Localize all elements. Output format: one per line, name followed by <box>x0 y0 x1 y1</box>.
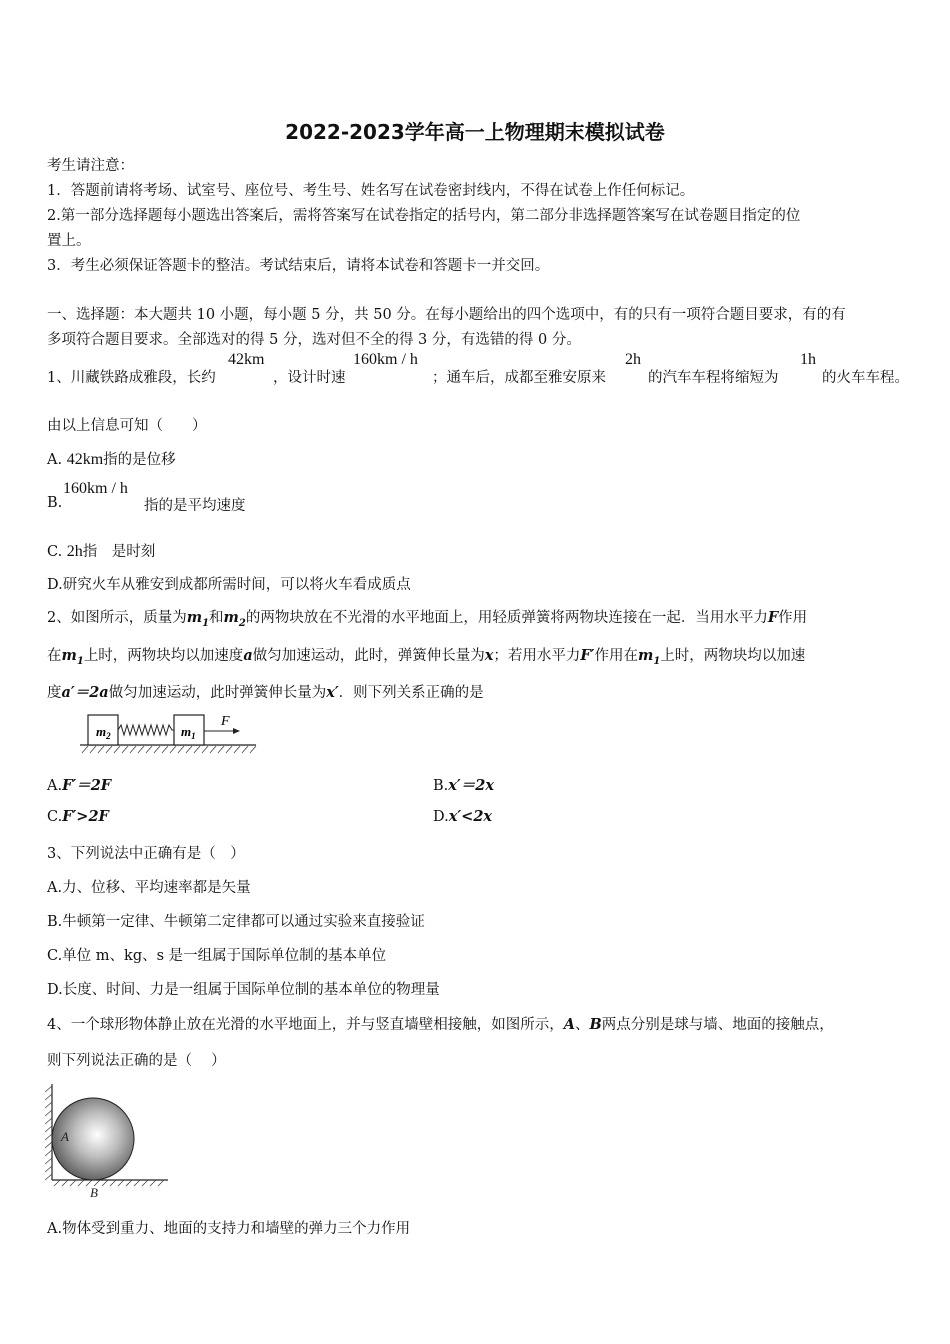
q2-sym-Fprime: F′ <box>580 647 595 664</box>
q2-line1 <box>47 606 807 629</box>
q2-option-a[interactable]: A.F′＝2F <box>47 777 112 794</box>
floor-hatching <box>54 1180 164 1186</box>
q1-text-3: ；通车后，成都至雅安原来 <box>432 370 606 386</box>
q2-sym-x: x <box>484 647 494 664</box>
spring-blocks-figure <box>78 708 258 758</box>
q1-option-b-math: 160km / h <box>63 480 128 497</box>
q3-option-c[interactable]: C.单位 m、kg、s 是一组属于国际单位制的基本单位 <box>47 948 387 964</box>
q1-option-d[interactable]: D.研究火车从雅安到成都所需时间，可以将火车看成质点 <box>47 577 411 593</box>
q2-sym-m2: $m_2$ <box>223 609 246 629</box>
q2-text: 度 <box>47 685 62 701</box>
q1-stem: 由以上信息可知（ ） <box>47 418 207 434</box>
q2-option-d[interactable]: D.x′<2x <box>433 808 493 825</box>
q1-math-length: 42km <box>228 351 265 368</box>
q1-math-speed: 160km / h <box>353 351 418 368</box>
section-intro-line1: 一、选择题：本大题共 10 小题，每小题 5 分，共 50 分。在每小题给出的四个选项中，有的只有一项符合题目要求，有的有 <box>47 307 846 323</box>
q2-text: 上时，两物块均以加速 <box>660 648 806 664</box>
q2-line2 <box>47 644 805 667</box>
q4-sym-B: B <box>589 1016 602 1033</box>
q2-text: 做匀加速运动，此时弹簧伸长量为 <box>108 685 327 701</box>
page-title: 2022-2023学年高一上物理期末模拟试卷 <box>285 120 665 144</box>
q1-option-a-label: A. <box>47 452 63 468</box>
q3-option-d[interactable]: D.长度、时间、力是一组属于国际单位制的基本单位的物理量 <box>47 982 440 998</box>
q2-text: ；若用水平力 <box>493 648 581 664</box>
q2-text: 作用 <box>778 610 808 626</box>
q1-text-5: 的火车车程。 <box>822 370 909 386</box>
q4-line2: 则下列说法正确的是（ ） <box>47 1053 226 1069</box>
q2-text: 的两物块放在不光滑的水平地面上，用轻质弹簧将两物块连接在一起．当用水平力 <box>245 610 768 626</box>
q2-sym-F: F <box>767 609 779 626</box>
q2-option-c[interactable]: C.F′>2F <box>47 808 109 825</box>
wall-hatching <box>45 1086 52 1180</box>
section-intro-line2: 多项符合题目要求。全部选对的得 5 分，选对但不全的得 3 分，有选错的得 0 分。 <box>47 332 581 348</box>
notice-item-1: 1．答题前请将考场、试室号、座位号、考生号、姓名写在试卷密封线内，不得在试卷上作任何标记。 <box>47 183 695 199</box>
q1-text-1: 1、川藏铁路成雅段，长约 <box>47 370 216 386</box>
notice-item-2: 2.第一部分选择题每小题选出答案后，需将答案写在试卷指定的括号内，第二部分非选择题答案写在试卷题目指定的位 <box>47 208 801 224</box>
q2-sym-xprime: x′ <box>326 684 339 701</box>
q2-text: 作用在 <box>594 648 638 664</box>
q1-option-a[interactable] <box>47 448 176 469</box>
force-arrowhead <box>233 728 240 734</box>
q1-option-c-label: C. <box>47 544 63 560</box>
q1-option-b-label[interactable]: B. <box>47 495 63 511</box>
q1-option-c[interactable] <box>47 540 155 561</box>
q4-option-a[interactable]: A.物体受到重力、地面的支持力和墙壁的弹力三个力作用 <box>47 1221 411 1237</box>
ground-hatching <box>82 746 256 753</box>
q1-option-c-text: 指 是时刻 <box>82 544 156 560</box>
q1-math-2h: 2h <box>625 351 641 368</box>
q1-text-2: ，设计时速 <box>273 370 346 386</box>
q1-option-b-text: 指的是平均速度 <box>144 498 246 514</box>
force-label: F <box>221 714 230 729</box>
q2-text: ．则下列关系正确的是 <box>338 685 484 701</box>
block-m2-label: $m_2$ <box>96 724 111 741</box>
q2-text: 做匀加速运动，此时，弹簧伸长量为 <box>252 648 485 664</box>
q2-text: 2、如图所示，质量为 <box>47 610 187 626</box>
ball-wall-figure <box>44 1082 174 1200</box>
q3-stem: 3、下列说法中正确有是（ ） <box>47 846 245 862</box>
q3-option-b[interactable]: B.牛顿第一定律、牛顿第二定律都可以通过实验来直接验证 <box>47 914 425 930</box>
q2-sym-m1: $m_1$ <box>61 647 84 667</box>
q2-text: 和 <box>209 610 224 626</box>
q2-text: 上时，两物块均以加速度 <box>83 648 244 664</box>
point-B-label: B <box>90 1185 98 1200</box>
q4-line1: 4、一个球形物体静止放在光滑的水平地面上，并与竖直墙壁相接触，如图所示，A、B两点分别是球与墙、地面的接触点， <box>47 1016 834 1033</box>
notice-item-3: 3．考生必须保证答题卡的整洁。考试结束后，请将本试卷和答题卡一并交回。 <box>47 258 550 274</box>
spring <box>118 725 174 735</box>
q2-sym-m1: $m_1$ <box>186 609 210 629</box>
q1-option-c-math: 2h <box>66 543 83 560</box>
q2-text: 在 <box>47 648 62 664</box>
point-A-label: A <box>61 1129 69 1144</box>
q3-option-a[interactable]: A.力、位移、平均速率都是矢量 <box>47 880 251 896</box>
q1-option-a-math: 42km <box>66 451 104 468</box>
q1-text-4: 的汽车车程将缩短为 <box>648 370 779 386</box>
block-m1-label: $m_1$ <box>181 724 196 741</box>
q2-sym-a: a <box>243 647 253 664</box>
q2-line3 <box>47 681 484 702</box>
q2-sym-aprime: a′＝2a <box>61 684 109 701</box>
q1-option-a-text: 指的是位移 <box>103 452 176 468</box>
notice-heading: 考生请注意： <box>47 158 134 174</box>
q2-sym-m1: $m_1$ <box>638 647 661 667</box>
q4-sym-A: A <box>563 1016 575 1033</box>
notice-item-2-cont: 置上。 <box>47 233 91 249</box>
q2-option-b[interactable]: B.x′＝2x <box>433 777 494 794</box>
q1-math-1h: 1h <box>800 351 816 368</box>
